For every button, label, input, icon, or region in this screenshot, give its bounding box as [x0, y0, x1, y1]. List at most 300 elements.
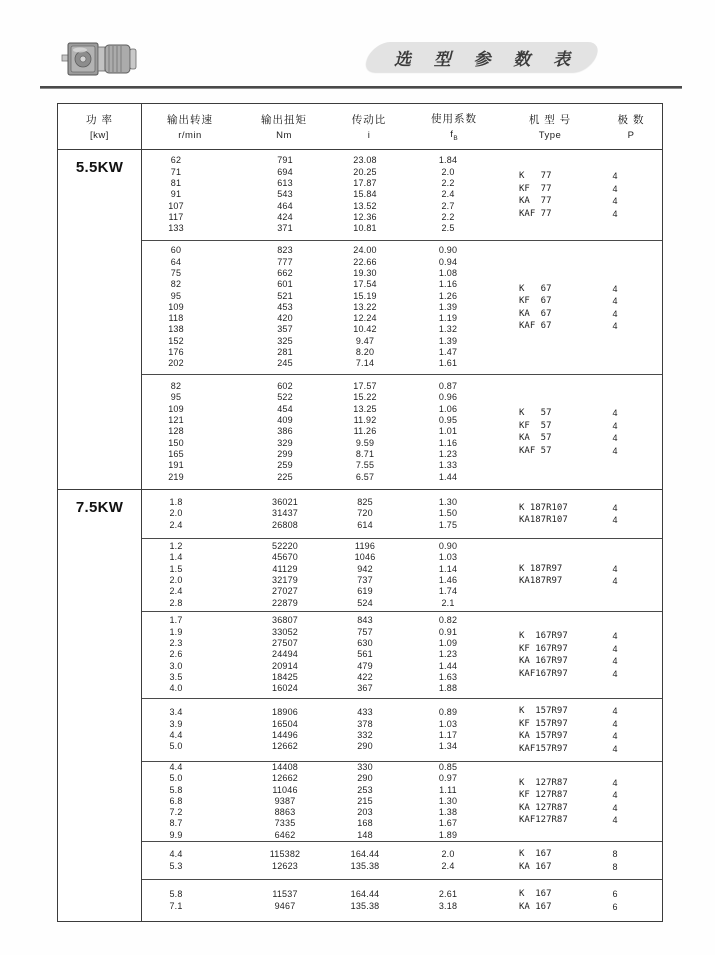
fb-column — [418, 842, 478, 879]
col-header-type-unit: Type — [538, 130, 562, 141]
ratio-value: 19.30 — [353, 267, 377, 278]
service-factor-value: 1.16 — [438, 437, 458, 448]
torque-value: 27507 — [271, 638, 299, 649]
poles-value: 4 — [612, 196, 618, 206]
col-header-ratio-zh: 传动比 — [351, 114, 387, 126]
page-title: 选 型 参 数 表 — [394, 49, 579, 69]
poles-value: 6 — [612, 889, 618, 899]
service-factor-value: 1.17 — [438, 730, 458, 740]
rpm-value: 7.2 — [169, 807, 183, 818]
type-model: KF 77 — [519, 183, 552, 194]
torque-value: 9387 — [274, 795, 296, 806]
header-divider-rule — [40, 86, 682, 89]
torque-value: 602 — [277, 381, 293, 392]
service-factor-value: 2.61 — [438, 889, 458, 900]
service-factor-value: 1.33 — [438, 460, 458, 471]
type-model: KAF157R97 — [519, 743, 568, 754]
torque-value: 454 — [277, 403, 293, 414]
ratio-value: 630 — [357, 638, 373, 649]
col-header-power-zh: 功 率 — [86, 114, 113, 126]
type-model: KF 127R87 — [519, 790, 568, 800]
poles-value: 4 — [612, 815, 618, 825]
ratio-value: 10.81 — [353, 223, 377, 234]
type-model: KF 67 — [519, 296, 552, 306]
service-factor-subscript: B — [453, 134, 458, 142]
table-header-row — [58, 104, 662, 150]
torque-value: 36021 — [271, 497, 299, 508]
ratio-value: 332 — [357, 730, 373, 740]
poles-value: 4 — [612, 433, 618, 443]
poles-column — [590, 699, 640, 761]
fb-column — [418, 150, 478, 240]
rpm-value: 81 — [170, 178, 182, 189]
service-factor-value: 1.34 — [438, 741, 458, 752]
nm-column — [245, 699, 325, 761]
torque-value: 12623 — [271, 860, 299, 871]
rpm-value: 4.0 — [169, 683, 183, 694]
torque-value: 245 — [277, 358, 293, 369]
torque-value: 33052 — [271, 626, 299, 637]
rpm-column — [145, 880, 207, 921]
service-factor-value: 0.90 — [438, 245, 458, 256]
torque-value: 18906 — [271, 707, 299, 718]
service-factor-value: 1.06 — [438, 403, 458, 414]
service-factor-value: 2.4 — [441, 860, 455, 871]
torque-value: 32179 — [271, 575, 299, 585]
col-header-service-factor-unit: $f_B$ — [450, 129, 458, 142]
rpm-value: 2.8 — [169, 597, 183, 608]
poles-column — [590, 612, 640, 698]
fb-column — [418, 699, 478, 761]
col-header-ratio-unit: i — [367, 130, 371, 141]
fb-column — [418, 612, 478, 698]
table-block — [142, 761, 662, 841]
rpm-value: 5.8 — [169, 784, 183, 795]
type-model: KAF 77 — [519, 208, 552, 219]
selection-parameter-table — [57, 103, 663, 922]
power-label: 5.5KW — [58, 150, 142, 489]
torque-value: 14408 — [271, 761, 299, 772]
poles-value: 4 — [612, 408, 618, 418]
rpm-column — [145, 762, 207, 841]
torque-value: 543 — [277, 189, 293, 200]
nm-column — [245, 539, 325, 611]
ratio-value: 203 — [357, 807, 373, 818]
rpm-value: 5.0 — [169, 741, 183, 752]
service-factor-value: 0.94 — [438, 256, 458, 267]
service-factor-value: 2.7 — [441, 200, 455, 211]
ratio-value: 757 — [357, 626, 373, 637]
type-model: K 77 — [519, 171, 552, 181]
torque-value: 386 — [277, 426, 293, 437]
table-block — [142, 698, 662, 761]
service-factor-value: 1.67 — [438, 818, 458, 829]
torque-value: 601 — [277, 279, 293, 290]
torque-value: 662 — [277, 267, 293, 278]
torque-value: 7335 — [274, 818, 296, 829]
poles-value: 4 — [612, 171, 618, 181]
ratio-value: 135.38 — [350, 900, 380, 911]
service-factor-value: 1.44 — [438, 471, 458, 482]
col-header-torque-unit: Nm — [276, 130, 292, 141]
service-factor-value: 1.84 — [438, 155, 458, 166]
type-model: KA187R97 — [519, 576, 563, 586]
ratio-value: 843 — [357, 615, 373, 626]
rpm-value: 133 — [168, 223, 184, 234]
col-header-power-unit: [kw] — [90, 130, 109, 141]
service-factor-value: 0.90 — [438, 541, 458, 552]
service-factor-value: 1.03 — [438, 552, 458, 563]
torque-value: 36807 — [271, 615, 299, 626]
table-block — [142, 538, 662, 611]
service-factor-value: 1.26 — [438, 290, 458, 301]
service-factor-value: 0.96 — [438, 392, 458, 403]
fb-column — [418, 490, 478, 538]
torque-value: 16024 — [271, 683, 299, 694]
service-factor-value: 1.61 — [438, 358, 458, 369]
service-factor-value: 2.4 — [441, 189, 455, 200]
rpm-column — [145, 842, 207, 879]
col-header-speed — [142, 104, 238, 149]
ratio-value: 1196 — [354, 541, 376, 552]
fb-column — [418, 241, 478, 374]
service-factor-value: 0.97 — [438, 773, 458, 784]
type-model: KF 157R97 — [519, 718, 568, 729]
col-header-poles — [600, 104, 662, 149]
type-model: K 157R97 — [519, 706, 568, 716]
rpm-value: 121 — [168, 415, 184, 426]
poles-value: 4 — [612, 208, 618, 219]
torque-value: 225 — [277, 471, 293, 482]
ratio-value: 619 — [357, 586, 373, 597]
poles-value: 4 — [612, 502, 618, 513]
nm-column — [245, 241, 325, 374]
ratio-value: 12.36 — [353, 211, 377, 222]
rpm-value: 2.6 — [169, 649, 183, 660]
service-factor-value: 1.39 — [438, 301, 458, 312]
ratio-value: 561 — [357, 649, 373, 660]
torque-value: 18425 — [271, 671, 299, 682]
poles-column — [590, 762, 640, 841]
poles-column — [590, 490, 640, 538]
ratio-value: 8.71 — [355, 448, 375, 459]
ratio-column — [330, 612, 400, 698]
torque-value: 823 — [277, 245, 293, 256]
type-model: KA 157R97 — [519, 731, 568, 741]
rpm-value: 1.7 — [169, 615, 183, 626]
rpm-value: 3.5 — [169, 671, 183, 682]
ratio-value: 290 — [357, 773, 373, 784]
col-header-type-zh: 机 型 号 — [528, 114, 572, 126]
torque-value: 9467 — [274, 900, 296, 911]
service-factor-value: 1.74 — [438, 586, 458, 597]
torque-value: 115382 — [269, 849, 301, 860]
rpm-value: 71 — [170, 166, 182, 177]
ratio-value: 7.55 — [355, 460, 375, 471]
ratio-column — [330, 762, 400, 841]
poles-value: 4 — [612, 420, 618, 431]
service-factor-value: 1.09 — [438, 638, 458, 649]
rpm-column — [145, 699, 207, 761]
type-model: K 187R107 — [519, 502, 568, 513]
type-model: KF 57 — [519, 420, 552, 431]
ratio-value: 164.44 — [350, 849, 380, 860]
type-model: KA 167R97 — [519, 656, 568, 666]
ratio-value: 20.25 — [353, 166, 377, 177]
type-model: KA 127R87 — [519, 802, 568, 813]
ratio-value: 10.42 — [353, 324, 377, 335]
rpm-value: 4.4 — [169, 849, 183, 860]
gearmotor-illustration — [60, 34, 140, 84]
poles-value: 4 — [612, 718, 618, 729]
ratio-column — [330, 880, 400, 921]
blocks-column — [142, 150, 662, 489]
nm-column — [245, 880, 325, 921]
nm-column — [245, 612, 325, 698]
rpm-value: 107 — [168, 200, 184, 211]
rpm-value: 2.4 — [169, 519, 183, 530]
rpm-value: 152 — [168, 335, 184, 346]
ratio-value: 942 — [357, 563, 373, 574]
rpm-value: 3.4 — [169, 707, 183, 718]
poles-column — [590, 539, 640, 611]
rpm-column — [145, 375, 207, 489]
ratio-value: 825 — [357, 497, 373, 508]
ratio-value: 524 — [357, 597, 373, 608]
rpm-value: 176 — [168, 347, 184, 358]
table-block — [142, 150, 662, 240]
fb-column — [418, 375, 478, 489]
ratio-value: 24.00 — [353, 245, 377, 256]
torque-value: 613 — [277, 178, 293, 189]
rpm-value: 82 — [170, 279, 182, 290]
ratio-value: 148 — [357, 829, 373, 840]
service-factor-value: 1.23 — [438, 649, 458, 660]
poles-value: 4 — [612, 183, 618, 194]
poles-value: 6 — [612, 901, 618, 912]
col-header-torque-zh: 输出扭矩 — [261, 114, 307, 126]
nm-column — [245, 375, 325, 489]
torque-value: 52220 — [271, 541, 299, 552]
torque-value: 464 — [277, 200, 293, 211]
poles-value: 4 — [612, 743, 618, 754]
ratio-value: 17.87 — [353, 178, 377, 189]
table-block — [142, 490, 662, 538]
ratio-value: 737 — [357, 575, 373, 585]
service-factor-value: 1.30 — [438, 497, 458, 508]
torque-value: 20914 — [271, 660, 299, 671]
poles-value: 4 — [612, 706, 618, 716]
torque-value: 12662 — [271, 741, 299, 752]
torque-value: 522 — [277, 392, 293, 403]
torque-value: 259 — [277, 460, 293, 471]
rpm-value: 3.0 — [169, 660, 183, 671]
service-factor-value: 1.30 — [438, 795, 458, 806]
ratio-column — [330, 375, 400, 489]
service-factor-value: 0.95 — [438, 415, 458, 426]
torque-value: 791 — [277, 155, 293, 166]
ratio-value: 378 — [357, 718, 373, 729]
poles-value: 4 — [612, 563, 618, 574]
type-model: KA 57 — [519, 433, 552, 443]
nm-column — [245, 762, 325, 841]
rpm-value: 5.8 — [169, 889, 183, 900]
rpm-value: 82 — [170, 381, 182, 392]
service-factor-value: 1.47 — [438, 347, 458, 358]
rpm-value: 109 — [168, 301, 184, 312]
table-block — [142, 374, 662, 489]
torque-value: 24494 — [271, 649, 299, 660]
service-factor-value: 0.87 — [438, 381, 458, 392]
rpm-value: 5.0 — [169, 773, 183, 784]
poles-value: 8 — [612, 861, 618, 872]
poles-value: 4 — [612, 777, 618, 788]
rpm-value: 1.5 — [169, 563, 183, 574]
ratio-value: 23.08 — [353, 155, 377, 166]
torque-value: 521 — [277, 290, 293, 301]
service-factor-value: 2.2 — [441, 211, 455, 222]
torque-value: 22879 — [271, 597, 299, 608]
poles-column — [590, 150, 640, 240]
col-header-speed-unit: r/min — [178, 130, 202, 141]
poles-column — [590, 842, 640, 879]
rpm-value: 2.0 — [169, 508, 183, 519]
service-factor-value: 1.50 — [438, 508, 458, 519]
type-model: K 57 — [519, 408, 552, 418]
fb-column — [418, 539, 478, 611]
service-factor-value: 2.5 — [441, 223, 455, 234]
type-model: KAF 57 — [519, 445, 552, 456]
torque-value: 45670 — [271, 552, 299, 563]
service-factor-value: 2.1 — [441, 597, 455, 608]
service-factor-value: 0.85 — [438, 761, 458, 772]
ratio-value: 17.54 — [353, 279, 377, 290]
ratio-column — [330, 842, 400, 879]
service-factor-value: 1.88 — [438, 683, 458, 694]
rpm-value: 1.4 — [169, 552, 183, 563]
ratio-value: 13.52 — [353, 200, 377, 211]
rpm-value: 95 — [170, 392, 182, 403]
service-factor-value: 1.14 — [438, 563, 458, 574]
col-header-type — [500, 104, 600, 149]
torque-value: 8863 — [274, 807, 296, 818]
ratio-value: 11.26 — [353, 426, 377, 437]
service-factor-value: 1.46 — [438, 575, 458, 585]
torque-value: 325 — [277, 335, 293, 346]
rpm-value: 6.8 — [169, 795, 183, 806]
rpm-value: 191 — [168, 460, 184, 471]
torque-value: 281 — [277, 347, 293, 358]
table-block — [142, 879, 662, 921]
torque-value: 299 — [277, 448, 293, 459]
service-factor-value: 1.16 — [438, 279, 458, 290]
rpm-value: 165 — [168, 448, 184, 459]
torque-value: 14496 — [271, 730, 299, 740]
torque-value: 453 — [277, 301, 293, 312]
rpm-value: 64 — [170, 256, 182, 267]
service-factor-value: 0.91 — [438, 626, 458, 637]
power-group — [58, 150, 662, 489]
title-banner — [368, 42, 596, 72]
type-model: KAF 67 — [519, 321, 552, 331]
type-model: K 167 — [519, 849, 552, 859]
ratio-value: 13.22 — [353, 301, 377, 312]
col-header-poles-unit: P — [627, 130, 635, 141]
poles-value: 4 — [612, 802, 618, 813]
rpm-value: 95 — [170, 290, 182, 301]
poles-value: 4 — [612, 576, 618, 586]
poles-value: 4 — [612, 668, 618, 679]
col-header-speed-zh: 输出转速 — [167, 114, 213, 126]
ratio-value: 215 — [357, 795, 373, 806]
service-factor-value: 1.38 — [438, 807, 458, 818]
nm-column — [245, 842, 325, 879]
rpm-value: 109 — [168, 403, 184, 414]
ratio-value: 22.66 — [353, 256, 377, 267]
torque-value: 329 — [277, 437, 293, 448]
service-factor-value: 1.44 — [438, 660, 458, 671]
gearmotor-photo — [60, 34, 140, 84]
torque-value: 371 — [277, 223, 293, 234]
service-factor-value: 0.89 — [438, 707, 458, 718]
type-model: KA 67 — [519, 308, 552, 319]
torque-value: 11537 — [272, 889, 298, 900]
poles-value: 4 — [612, 790, 618, 800]
poles-column — [590, 375, 640, 489]
fb-column — [418, 880, 478, 921]
col-header-power — [58, 104, 142, 149]
ratio-value: 13.25 — [353, 403, 377, 414]
poles-value: 4 — [612, 321, 618, 331]
type-model: K 167 — [519, 889, 552, 899]
ratio-value: 422 — [357, 671, 373, 682]
ratio-value: 720 — [357, 508, 373, 519]
torque-value: 27027 — [271, 586, 299, 597]
rpm-value: 118 — [168, 313, 184, 324]
torque-value: 31437 — [271, 508, 299, 519]
type-model: K 67 — [519, 283, 552, 294]
col-header-service-factor — [408, 104, 500, 149]
ratio-value: 15.22 — [353, 392, 377, 403]
col-header-poles-zh: 极 数 — [617, 114, 645, 126]
ratio-value: 15.84 — [353, 189, 377, 200]
rpm-value: 219 — [168, 471, 184, 482]
rpm-value: 62 — [170, 155, 182, 166]
service-factor-value: 1.11 — [439, 784, 457, 795]
rpm-value: 117 — [168, 211, 184, 222]
ratio-value: 12.24 — [353, 313, 377, 324]
torque-value: 16504 — [271, 718, 299, 729]
type-model: KF 167R97 — [519, 643, 568, 654]
ratio-value: 135.38 — [350, 860, 380, 871]
service-factor-value: 2.0 — [441, 166, 455, 177]
ratio-value: 17.57 — [353, 381, 377, 392]
service-factor-value: 3.18 — [438, 900, 458, 911]
ratio-value: 367 — [357, 683, 373, 694]
torque-value: 409 — [277, 415, 293, 426]
ratio-value: 330 — [357, 761, 373, 772]
ratio-value: 479 — [357, 660, 373, 671]
ratio-value: 8.20 — [355, 347, 375, 358]
torque-value: 357 — [277, 324, 293, 335]
rpm-column — [145, 539, 207, 611]
rpm-value: 138 — [168, 324, 184, 335]
poles-column — [590, 241, 640, 374]
rpm-value: 150 — [168, 437, 184, 448]
rpm-value: 2.3 — [169, 638, 183, 649]
torque-value: 694 — [277, 166, 293, 177]
type-model: KAF127R87 — [519, 815, 568, 825]
